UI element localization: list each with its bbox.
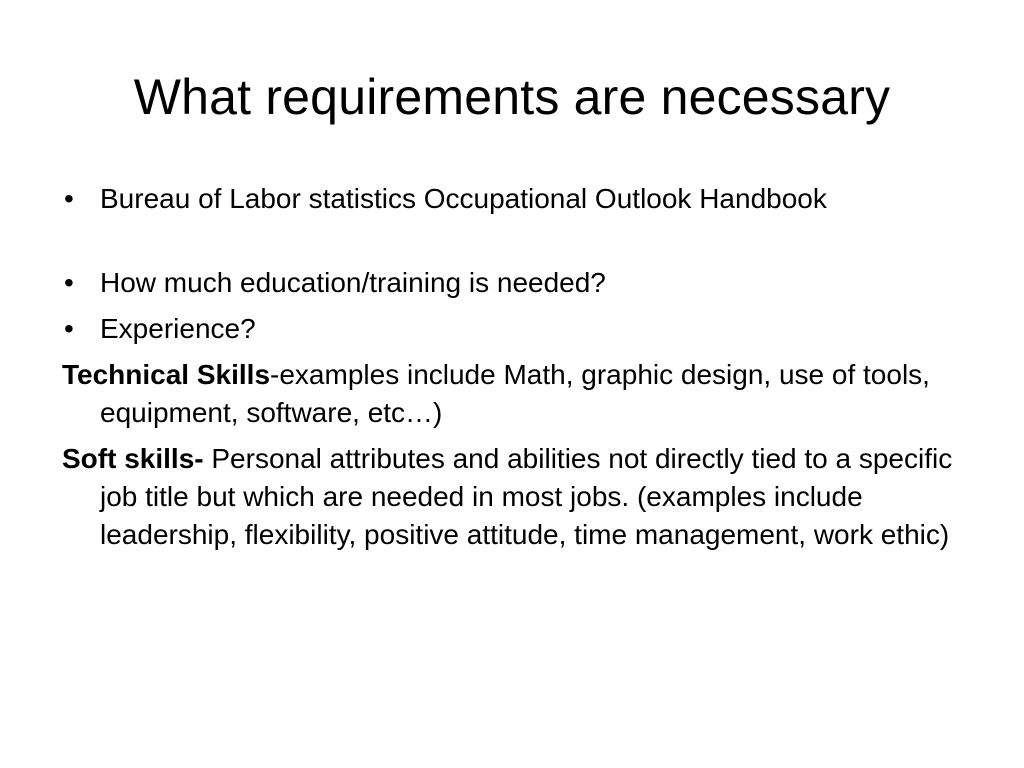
bullet-text: Experience? [100,313,256,344]
bullet-text: How much education/training is needed? [100,267,606,298]
soft-skills-text: Personal attributes and abilities not directly tied to a specific job title but which are needed in most jobs. (examples include leadership, flexibility, positive attitude, time management, work ethic) [100,443,953,550]
bullet-item [62,180,972,218]
technical-skills-text: -examples include Math, graphic design, use of tools, equipment, software, etc…) [100,359,930,428]
bullet-icon: • [64,267,74,298]
soft-skills-heading: Soft skills- [62,443,204,474]
bullet-icon: • [64,313,74,344]
bullet-text: Bureau of Labor statistics Occupational Outlook Handbook [100,183,827,214]
bullet-list [62,180,972,348]
soft-skills-paragraph [62,440,972,554]
technical-skills-paragraph [62,356,972,432]
slide-title: What requirements are necessary [133,69,891,125]
bullet-item [62,264,972,302]
technical-skills-heading: Technical Skills [62,359,271,390]
slide-body [62,180,972,562]
bullet-item [62,310,972,348]
bullet-icon: • [64,183,74,214]
